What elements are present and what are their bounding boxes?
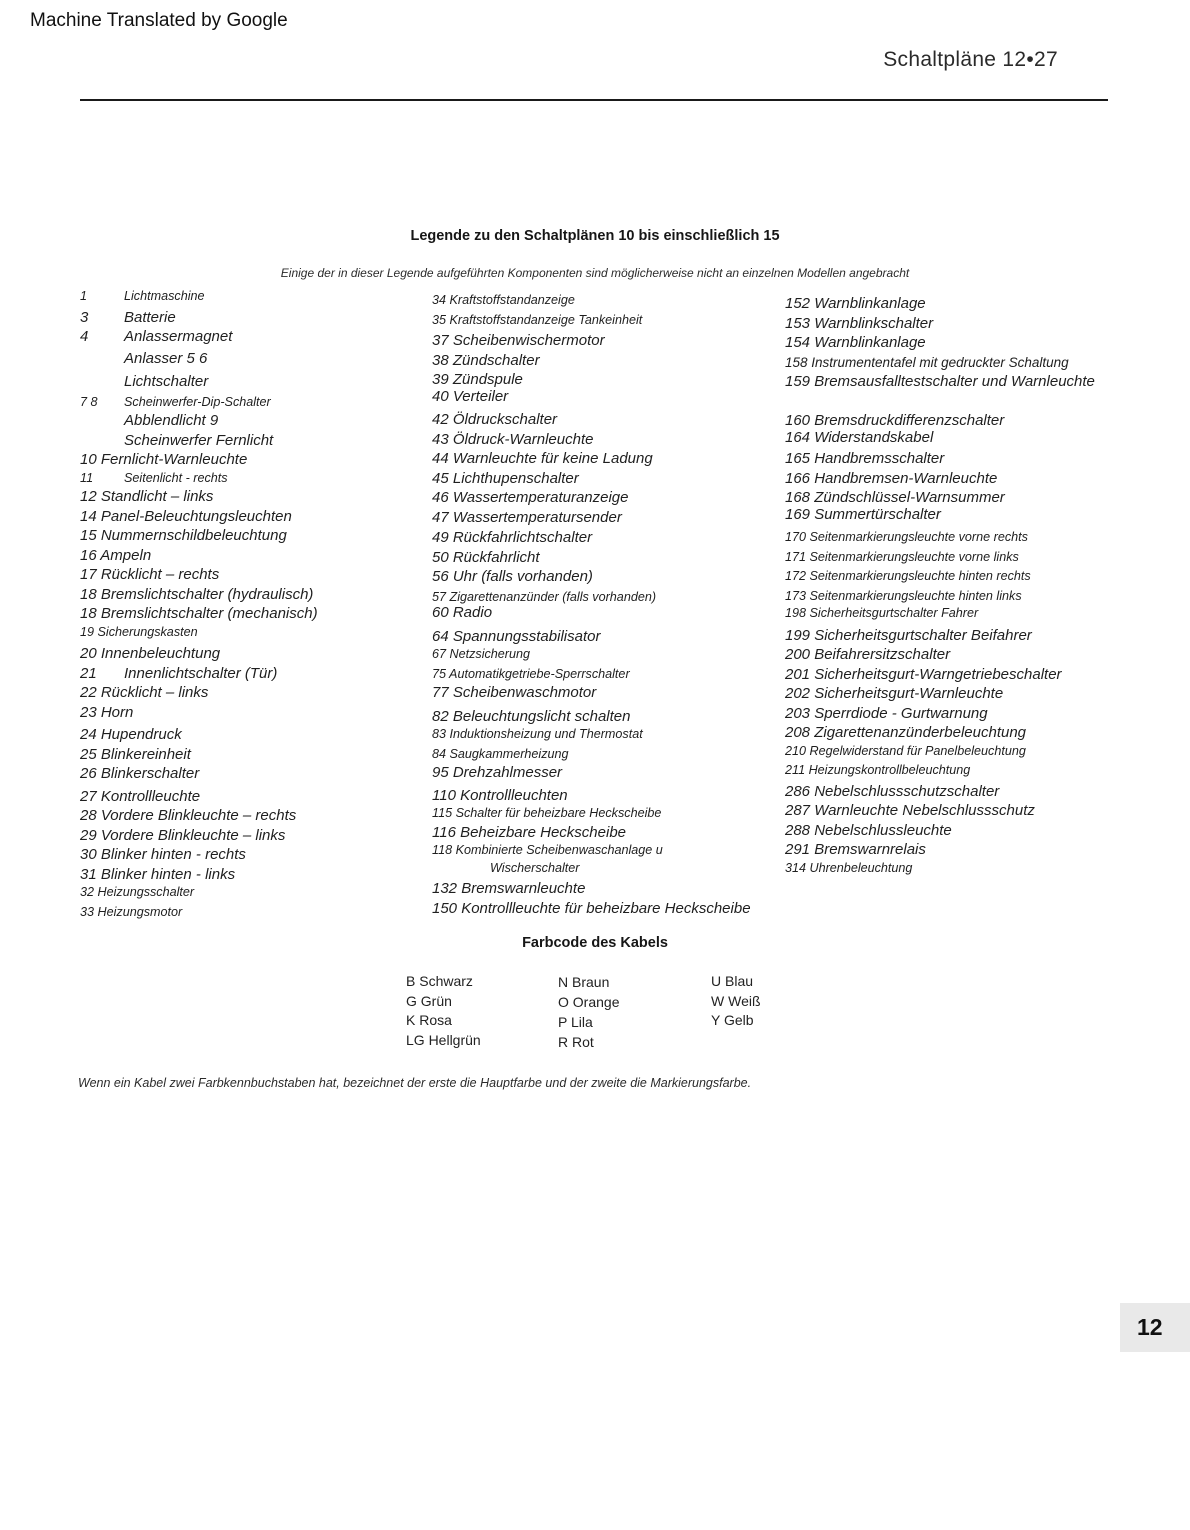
- legend-title: Legende zu den Schaltplänen 10 bis einschließlich 15: [410, 228, 780, 244]
- legend-item: 28 Vordere Blinkleuchte – rechts: [80, 807, 297, 824]
- legend-item: 172 Seitenmarkierungsleuchte hinten rechts: [785, 569, 1031, 583]
- color-code-item: P Lila: [558, 1014, 593, 1030]
- legend-item: Abblendlicht 9: [124, 412, 219, 429]
- legend-item: 82 Beleuchtungslicht schalten: [432, 707, 631, 725]
- legend-item: 18 Bremslichtschalter (mechanisch): [80, 605, 318, 622]
- legend-item: 200 Beifahrersitzschalter: [785, 646, 951, 663]
- color-code-item: Y Gelb: [711, 1012, 754, 1028]
- legend-item: 39 Zündspule: [432, 371, 523, 388]
- legend-item: 57 Zigarettenanzünder (falls vorhanden): [432, 589, 657, 604]
- legend-item: 38 Zündschalter: [432, 351, 540, 369]
- legend-item: 95 Drehzahlmesser: [432, 764, 563, 781]
- legend-item: 22 Rücklicht – links: [80, 684, 209, 701]
- legend-item: 29 Vordere Blinkleuchte – links: [80, 826, 286, 844]
- legend-item: 115 Schalter für beheizbare Heckscheibe: [432, 806, 662, 820]
- legend-item: 11 Seitenlicht - rechts: [80, 470, 228, 485]
- legend-item: 10 Fernlicht-Warnleuchte: [80, 451, 248, 468]
- legend-item: 42 Öldruckschalter: [432, 411, 558, 428]
- legend-item: Scheinwerfer Fernlicht: [124, 431, 274, 449]
- chapter-title: Schaltpläne 12•27: [883, 48, 1058, 71]
- color-code-item: O Orange: [558, 994, 620, 1010]
- legend-item: 287 Warnleuchte Nebelschlussschutz: [785, 802, 1035, 819]
- legend-item: 7 8 Scheinwerfer-Dip-Schalter: [80, 394, 271, 409]
- legend-item: 40 Verteiler: [432, 387, 509, 405]
- legend-item: 164 Widerstandskabel: [785, 428, 934, 446]
- legend-item: 150 Kontrollleuchte für beheizbare Heckscheibe: [432, 899, 751, 917]
- legend-item: 170 Seitenmarkierungsleuchte vorne rechts: [785, 530, 1028, 544]
- legend-item: 43 Öldruck-Warnleuchte: [432, 430, 594, 448]
- color-code-item: U Blau: [711, 973, 754, 989]
- color-code-item: LG Hellgrün: [406, 1031, 481, 1048]
- legend-item: 152 Warnblinkanlage: [785, 295, 926, 312]
- legend-item: 50 Rückfahrlicht: [432, 548, 540, 566]
- legend-item: 159 Bremsausfalltestschalter und Warnleuchte: [785, 372, 1095, 390]
- legend-item: 14 Panel-Beleuchtungsleuchten: [80, 507, 292, 525]
- legend-item: 171 Seitenmarkierungsleuchte vorne links: [785, 549, 1019, 564]
- legend-item: 17 Rücklicht – rechts: [80, 566, 220, 583]
- legend-item: 211 Heizungskontrollbeleuchtung: [785, 763, 971, 777]
- legend-item: Anlasser 5 6: [124, 349, 208, 367]
- legend-item: 83 Induktionsheizung und Thermostat: [432, 727, 643, 741]
- color-code-title: Farbcode des Kabels: [522, 935, 668, 951]
- google-translate-watermark: Machine Translated by Google: [30, 10, 288, 31]
- legend-item: 158 Instrumententafel mit gedruckter Schaltung: [785, 354, 1069, 370]
- chapter-number-tab: [1120, 1303, 1190, 1352]
- color-code-column-1: [406, 972, 556, 1050]
- color-code-item: W Weiß: [711, 992, 761, 1009]
- legend-item: 18 Bremslichtschalter (hydraulisch): [80, 585, 314, 603]
- legend-item: 34 Kraftstoffstandanzeige: [432, 293, 575, 307]
- legend-column-3: [785, 294, 1190, 877]
- legend-item: 169 Summertürschalter: [785, 505, 941, 523]
- legend-item: 47 Wassertemperatursender: [432, 508, 622, 526]
- color-code-column-2: [558, 972, 708, 1052]
- legend-item: 24 Hupendruck: [80, 726, 182, 743]
- legend-item: 288 Nebelschlussleuchte: [785, 821, 952, 839]
- legend-item: 210 Regelwiderstand für Panelbeleuchtung: [785, 743, 1026, 758]
- legend-item: 314 Uhrenbeleuchtung: [785, 860, 913, 875]
- legend-item: 1 Lichtmaschine: [80, 289, 205, 303]
- legend-item: 15 Nummernschildbeleuchtung: [80, 527, 287, 544]
- color-code-item: K Rosa: [406, 1012, 452, 1028]
- legend-item: 202 Sicherheitsgurt-Warnleuchte: [785, 685, 1004, 702]
- header-divider: [80, 99, 1108, 101]
- legend-note: Einige der in dieser Legende aufgeführten Komponenten sind möglicherweise nicht an einzelnen Modellen angebracht: [280, 266, 910, 280]
- color-code-item: N Braun: [558, 974, 610, 990]
- legend-item: 23 Horn: [80, 703, 134, 721]
- legend-item: Wischerschalter: [490, 860, 580, 875]
- legend-item: 153 Warnblinkschalter: [785, 314, 934, 332]
- legend-item: 291 Bremswarnrelais: [785, 841, 926, 858]
- legend-item: 20 Innenbeleuchtung: [80, 645, 221, 662]
- legend-item: 201 Sicherheitsgurt-Warngetriebeschalter: [785, 665, 1062, 683]
- legend-item: 286 Nebelschlussschutzschalter: [785, 782, 1000, 800]
- legend-item: 84 Saugkammerheizung: [432, 746, 569, 761]
- legend-item: 75 Automatikgetriebe-Sperrschalter: [432, 666, 630, 681]
- color-code-item: G Grün: [406, 992, 452, 1009]
- chapter-number: 12: [1137, 1314, 1163, 1340]
- color-code-item: B Schwarz: [406, 973, 473, 989]
- legend-item: 46 Wassertemperaturanzeige: [432, 489, 629, 506]
- legend-item: 27 Kontrollleuchte: [80, 787, 201, 805]
- legend-column-2: [432, 292, 782, 918]
- legend-item: 64 Spannungsstabilisator: [432, 627, 601, 645]
- color-code-column-3: [711, 972, 861, 1031]
- legend-item: 37 Scheibenwischermotor: [432, 332, 605, 349]
- legend-item: 154 Warnblinkanlage: [785, 334, 926, 351]
- legend-item: 110 Kontrollleuchten: [432, 786, 568, 804]
- legend-item: 198 Sicherheitsgurtschalter Fahrer: [785, 606, 979, 620]
- legend-item: Lichtschalter: [124, 373, 209, 390]
- legend-item: 33 Heizungsmotor: [80, 904, 183, 919]
- legend-item: 12 Standlicht – links: [80, 488, 214, 505]
- legend-item: 168 Zündschlüssel-Warnsummer: [785, 489, 1005, 506]
- legend-item: 166 Handbremsen-Warnleuchte: [785, 469, 998, 487]
- legend-item: 26 Blinkerschalter: [80, 765, 200, 782]
- legend-item: 173 Seitenmarkierungsleuchte hinten links: [785, 588, 1022, 603]
- legend-item: 165 Handbremsschalter: [785, 450, 945, 467]
- legend-item: 45 Lichthupenschalter: [432, 469, 579, 487]
- legend-item: 56 Uhr (falls vorhanden): [432, 568, 593, 585]
- legend-item: 31 Blinker hinten - links: [80, 865, 236, 883]
- legend-item: 35 Kraftstoffstandanzeige Tankeinheit: [432, 312, 643, 327]
- legend-item: 203 Sperrdiode - Gurtwarnung: [785, 704, 988, 722]
- legend-item: 118 Kombinierte Scheibenwaschanlage u: [432, 843, 663, 857]
- legend-item: 25 Blinkereinheit: [80, 745, 191, 763]
- legend-item: 208 Zigarettenanzünderbeleuchtung: [785, 724, 1027, 741]
- legend-item: 32 Heizungsschalter: [80, 885, 195, 899]
- legend-item: 49 Rückfahrlichtschalter: [432, 529, 593, 546]
- color-code-footnote: Wenn ein Kabel zwei Farbkennbuchstaben hat, bezeichnet der erste die Hauptfarbe und der zweite die Markierungsfarbe.: [78, 1076, 752, 1090]
- legend-item: 60 Radio: [432, 604, 493, 621]
- legend-item: 3 Batterie: [80, 308, 176, 326]
- color-code-item: R Rot: [558, 1034, 594, 1050]
- legend-item: 160 Bremsdruckdifferenzschalter: [785, 412, 1005, 429]
- legend-item: 19 Sicherungskasten: [80, 624, 198, 639]
- legend-item: 67 Netzsicherung: [432, 647, 531, 661]
- legend-item: 44 Warnleuchte für keine Ladung: [432, 450, 653, 467]
- legend-item: 132 Bremswarnleuchte: [432, 880, 586, 897]
- legend-item: 116 Beheizbare Heckscheibe: [432, 823, 627, 841]
- legend-item: 4 Anlassermagnet: [80, 328, 233, 345]
- legend-item: 77 Scheibenwaschmotor: [432, 684, 597, 701]
- legend-item: 21 Innenlichtschalter (Tür): [80, 664, 278, 682]
- legend-column-1: [80, 288, 430, 921]
- legend-item: 199 Sicherheitsgurtschalter Beifahrer: [785, 626, 1032, 644]
- legend-item: 16 Ampeln: [80, 546, 152, 564]
- legend-item: 30 Blinker hinten - rechts: [80, 846, 246, 863]
